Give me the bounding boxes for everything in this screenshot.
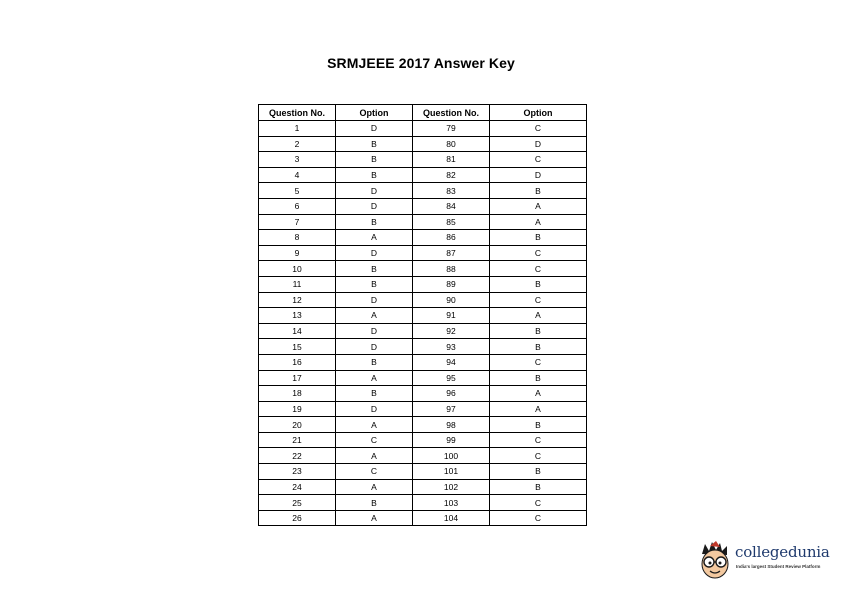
table-row [259,464,587,480]
question-no-cell: 90 [413,292,490,308]
table-row [259,510,587,526]
table-row [259,276,587,292]
option-cell: B [490,417,587,433]
option-cell: B [336,167,413,183]
question-no-cell: 17 [259,370,336,386]
question-no-cell: 23 [259,464,336,480]
question-no-cell: 16 [259,354,336,370]
option-cell: A [336,230,413,246]
question-no-cell: 101 [413,464,490,480]
option-cell: B [336,386,413,402]
question-no-cell: 100 [413,448,490,464]
question-no-cell: 9 [259,245,336,261]
question-no-cell: 91 [413,308,490,324]
option-cell: B [336,214,413,230]
question-no-cell: 79 [413,121,490,137]
question-no-cell: 13 [259,308,336,324]
table-row [259,386,587,402]
table-row [259,417,587,433]
option-cell: B [490,479,587,495]
option-cell: A [336,370,413,386]
table-row [259,261,587,277]
option-cell: B [490,230,587,246]
question-no-cell: 11 [259,276,336,292]
question-no-cell: 1 [259,121,336,137]
option-cell: C [490,448,587,464]
option-cell: D [336,121,413,137]
question-no-cell: 87 [413,245,490,261]
option-cell: B [490,276,587,292]
table-row [259,339,587,355]
column-header-question-no: Question No. [259,105,336,121]
option-cell: D [490,136,587,152]
option-cell: A [490,198,587,214]
question-no-cell: 102 [413,479,490,495]
question-no-cell: 99 [413,432,490,448]
option-cell: B [336,495,413,511]
logo-wordmark: collegedunia [735,543,830,561]
question-no-cell: 4 [259,167,336,183]
question-no-cell: 12 [259,292,336,308]
question-no-cell: 104 [413,510,490,526]
question-no-cell: 85 [413,214,490,230]
table-row [259,183,587,199]
option-cell: C [490,510,587,526]
option-cell: D [336,323,413,339]
option-cell: A [336,510,413,526]
mascot-face-icon [696,540,734,580]
table-row [259,308,587,324]
question-no-cell: 84 [413,198,490,214]
option-cell: D [336,198,413,214]
option-cell: B [336,136,413,152]
question-no-cell: 15 [259,339,336,355]
question-no-cell: 96 [413,386,490,402]
question-no-cell: 19 [259,401,336,417]
table-row [259,136,587,152]
option-cell: C [336,464,413,480]
question-no-cell: 82 [413,167,490,183]
table-row [259,401,587,417]
option-cell: D [336,245,413,261]
option-cell: A [336,448,413,464]
option-cell: A [490,308,587,324]
option-cell: C [490,245,587,261]
question-no-cell: 92 [413,323,490,339]
question-no-cell: 3 [259,152,336,168]
question-no-cell: 6 [259,198,336,214]
table-body [259,121,587,526]
option-cell: B [490,183,587,199]
option-cell: B [336,261,413,277]
option-cell: C [490,495,587,511]
question-no-cell: 88 [413,261,490,277]
question-no-cell: 8 [259,230,336,246]
table-row [259,292,587,308]
question-no-cell: 80 [413,136,490,152]
question-no-cell: 21 [259,432,336,448]
option-cell: B [336,354,413,370]
question-no-cell: 18 [259,386,336,402]
option-cell: A [336,479,413,495]
page-title: SRMJEEE 2017 Answer Key [327,55,515,71]
answer-key-table [258,104,587,526]
question-no-cell: 26 [259,510,336,526]
question-no-cell: 89 [413,276,490,292]
table-row [259,152,587,168]
option-cell: B [336,276,413,292]
question-no-cell: 98 [413,417,490,433]
option-cell: C [490,354,587,370]
option-cell: B [490,370,587,386]
column-header-option: Option [336,105,413,121]
question-no-cell: 97 [413,401,490,417]
question-no-cell: 103 [413,495,490,511]
table-row [259,323,587,339]
question-no-cell: 25 [259,495,336,511]
option-cell: D [490,167,587,183]
question-no-cell: 95 [413,370,490,386]
logo-tagline: India's largest Student Review Platform [736,564,821,569]
option-cell: D [336,183,413,199]
table-row [259,448,587,464]
option-cell: A [490,386,587,402]
option-cell: C [490,432,587,448]
table-row [259,495,587,511]
option-cell: B [336,152,413,168]
option-cell: B [490,464,587,480]
table-row [259,370,587,386]
column-header-question-no: Question No. [413,105,490,121]
question-no-cell: 2 [259,136,336,152]
option-cell: A [490,214,587,230]
table-row [259,214,587,230]
option-cell: C [490,152,587,168]
option-cell: C [490,121,587,137]
option-cell: B [490,323,587,339]
option-cell: B [490,339,587,355]
option-cell: A [336,308,413,324]
question-no-cell: 7 [259,214,336,230]
table-header-row [259,105,587,121]
column-header-option: Option [490,105,587,121]
table-row [259,354,587,370]
table-row [259,230,587,246]
option-cell: A [336,417,413,433]
question-no-cell: 93 [413,339,490,355]
question-no-cell: 20 [259,417,336,433]
option-cell: C [336,432,413,448]
question-no-cell: 94 [413,354,490,370]
question-no-cell: 14 [259,323,336,339]
table-row [259,245,587,261]
question-no-cell: 10 [259,261,336,277]
table-row [259,121,587,137]
question-no-cell: 81 [413,152,490,168]
table-row [259,167,587,183]
table-row [259,198,587,214]
option-cell: D [336,339,413,355]
option-cell: C [490,292,587,308]
option-cell: D [336,292,413,308]
table-row [259,479,587,495]
question-no-cell: 22 [259,448,336,464]
option-cell: D [336,401,413,417]
collegedunia-logo [696,540,836,580]
question-no-cell: 86 [413,230,490,246]
option-cell: A [490,401,587,417]
option-cell: C [490,261,587,277]
question-no-cell: 24 [259,479,336,495]
question-no-cell: 5 [259,183,336,199]
question-no-cell: 83 [413,183,490,199]
table-row [259,432,587,448]
